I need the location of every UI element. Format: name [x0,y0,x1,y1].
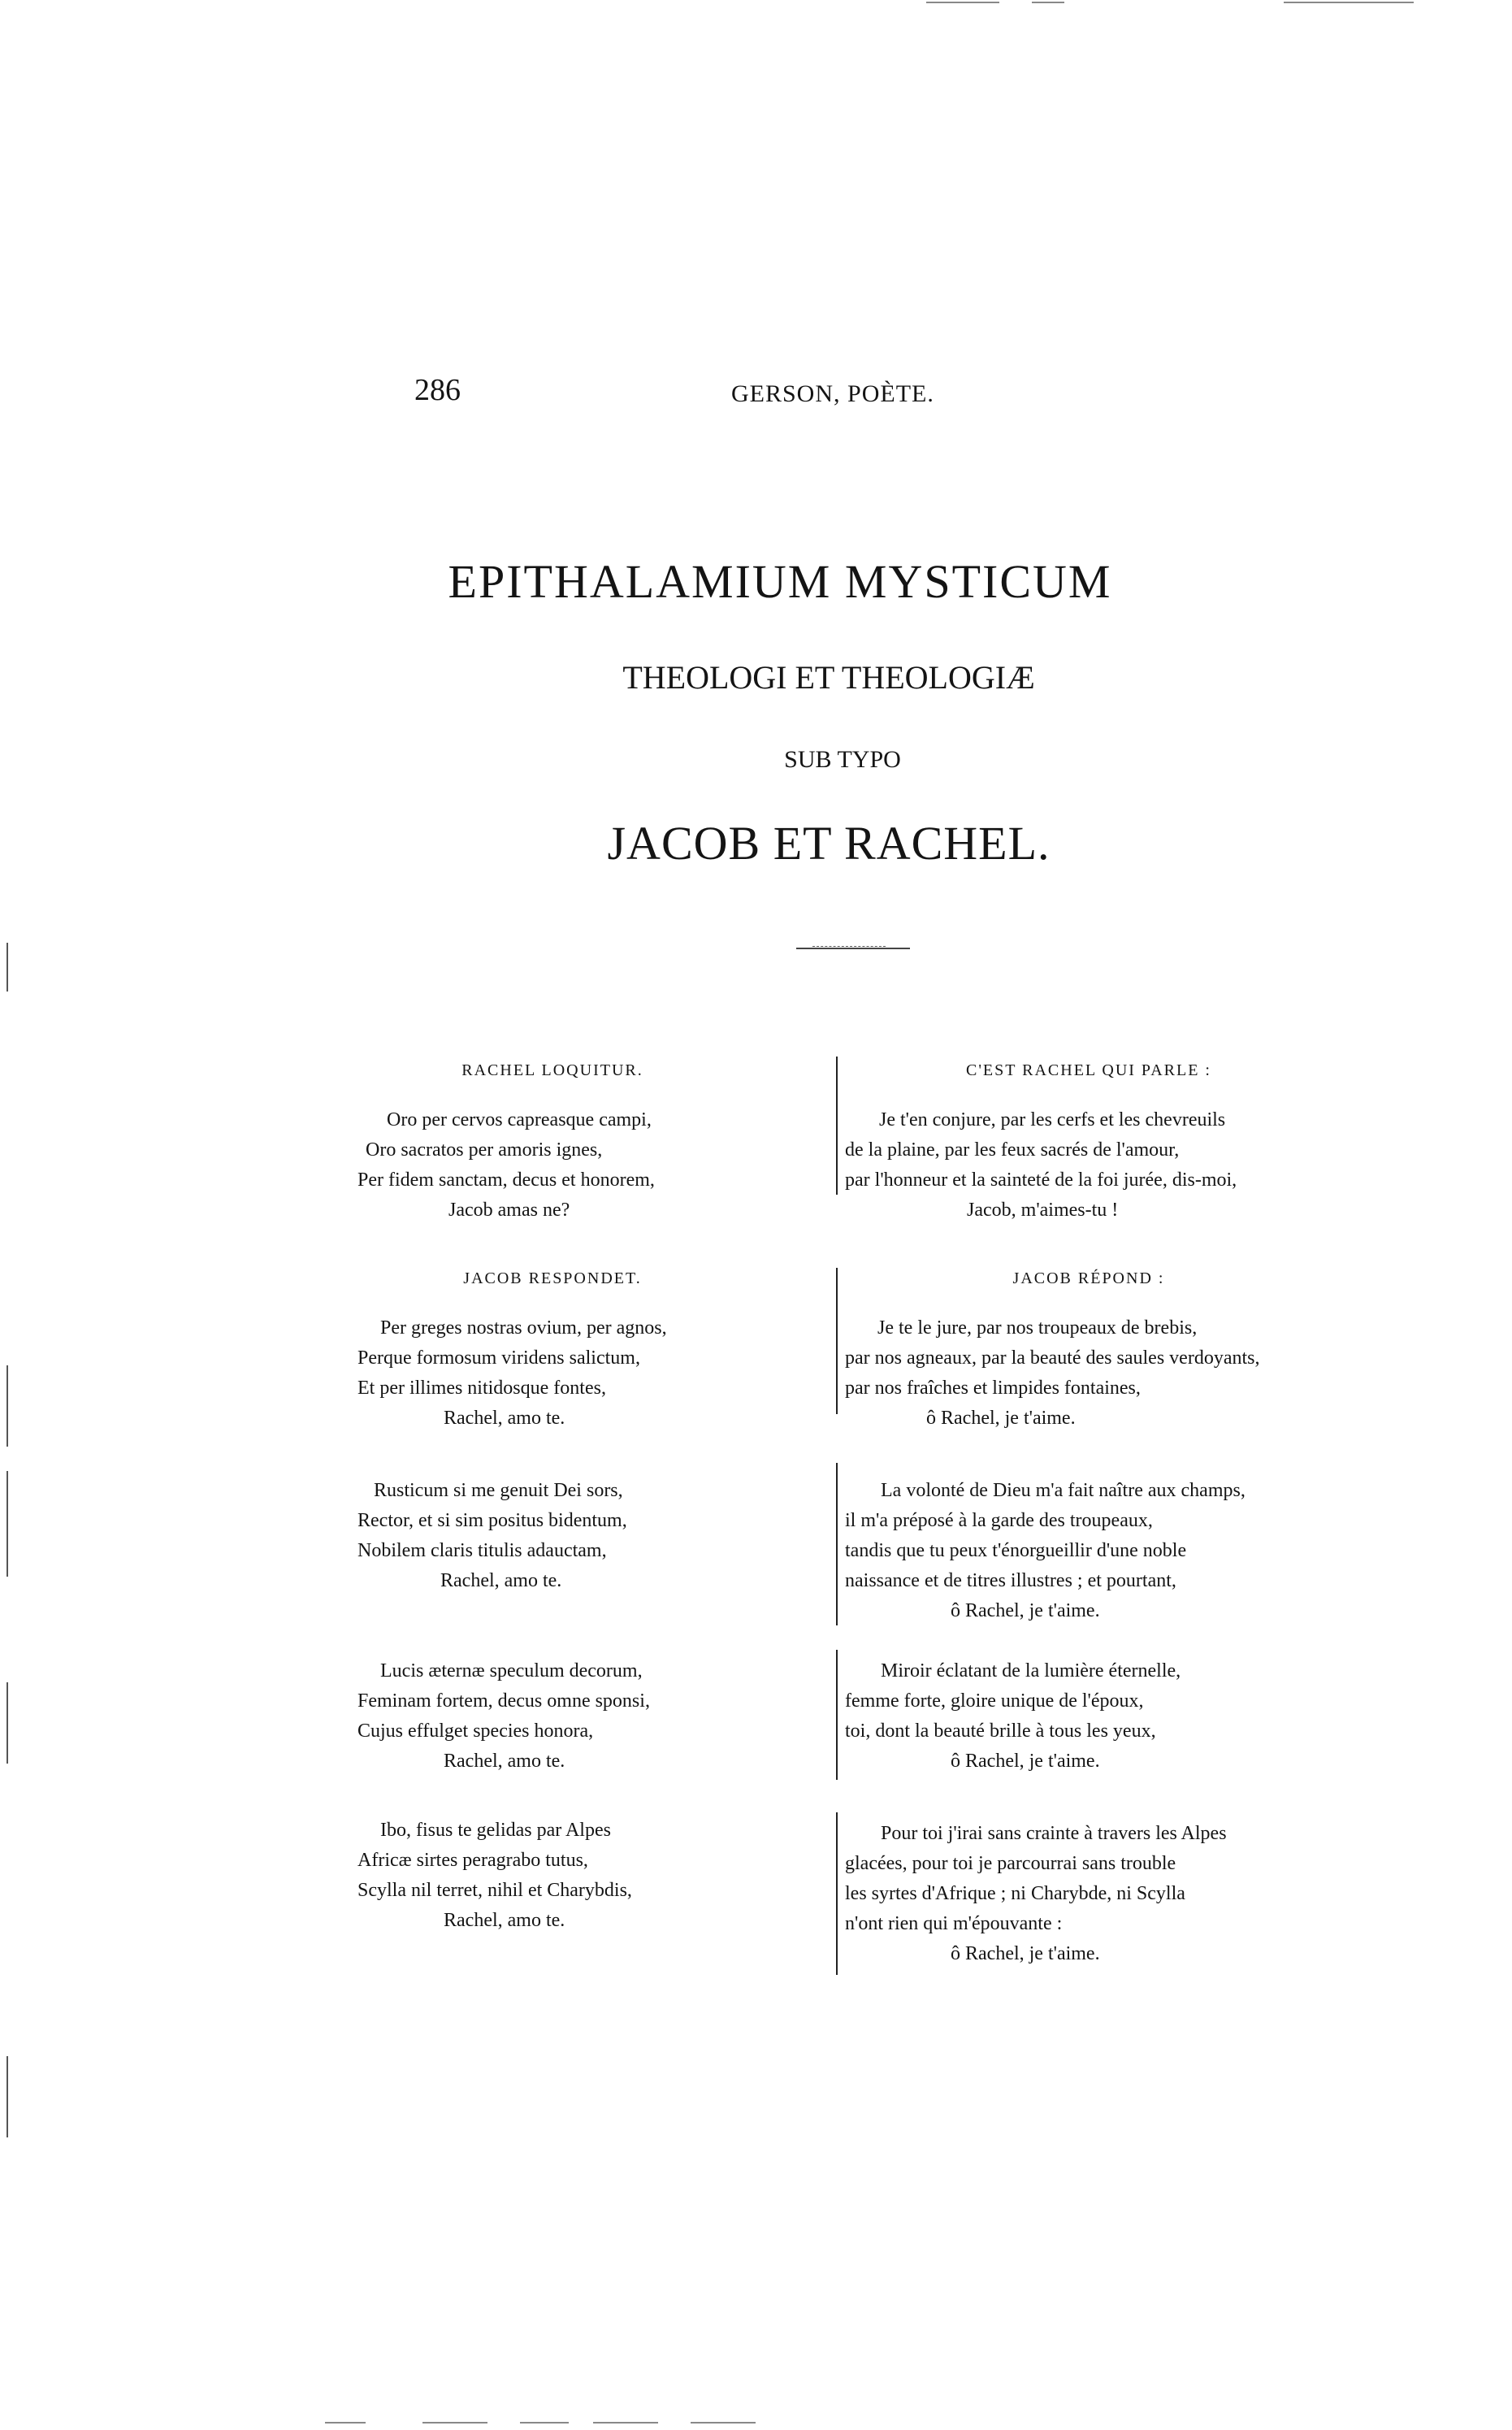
verse-line: ô Rachel, je t'aime. [926,1408,1076,1429]
verse-line: Rachel, amo te. [444,1408,565,1429]
latin-stanza [357,1105,747,1226]
bottom-edge-mark [593,2422,658,2423]
verse-line: Miroir éclatant de la lumière éternelle, [881,1660,1181,1681]
verse-line: Perque formosum viridens salictum, [357,1347,640,1369]
verse-line: ô Rachel, je t'aime. [951,1751,1100,1772]
running-head [0,372,1512,421]
page-number: 286 [414,373,461,407]
verse-line: La volonté de Dieu m'a fait naître aux champs, [881,1480,1246,1501]
verse-line: Feminam fortem, decus omne sponsi, [357,1690,650,1712]
latin-stanza [357,1816,747,1936]
top-edge-mark [1284,2,1414,3]
verse-line: par l'honneur et la sainteté de la foi jurée, dis-moi, [845,1169,1237,1191]
french-stanza [845,1476,1414,1626]
verse-line: ô Rachel, je t'aime. [951,1600,1100,1621]
verse-line: Lucis æternæ speculum decorum, [380,1660,643,1681]
margin-rule [6,2056,8,2137]
verse-line: naissance et de titres illustres ; et pourtant, [845,1570,1176,1591]
bottom-edge-mark [691,2422,756,2423]
column-divider [836,1463,838,1625]
column-divider [836,1268,838,1414]
verse-line: Ibo, fisus te gelidas par Alpes [380,1820,611,1841]
verse-line: glacées, pour toi je parcourrai sans trouble [845,1853,1176,1874]
verse-line: Rachel, amo te. [444,1751,565,1772]
margin-rule [6,1471,8,1577]
verse-line: Rector, et si sim positus bidentum, [357,1510,627,1531]
bottom-edge-mark [325,2422,366,2423]
top-edge-mark [926,2,999,3]
top-edge-mark [1032,2,1064,3]
verse-line: Et per illimes nitidosque fontes, [357,1378,606,1399]
verse-line: les syrtes d'Afrique ; ni Charybde, ni Scylla [845,1883,1185,1904]
verse-line: Jacob amas ne? [448,1200,570,1221]
verse-line: Per greges nostras ovium, per agnos, [380,1317,667,1339]
verse-line: Je te le jure, par nos troupeaux de brebis, [877,1317,1198,1339]
bottom-edge-mark [520,2422,569,2423]
verse-line: Scylla nil terret, nihil et Charybdis, [357,1880,632,1901]
verse-line: Nobilem claris titulis adauctam, [357,1540,607,1561]
poem-title: EPITHALAMIUM MYSTICUM [448,555,1112,608]
column-divider [836,1650,838,1780]
poem-subtitle-small: SUB TYPO [784,746,901,773]
verse-line: par nos agneaux, par la beauté des saules verdoyants, [845,1347,1260,1369]
column-divider [836,1057,838,1195]
french-stanza [845,1819,1414,1969]
column-divider [836,1812,838,1975]
verse-line: par nos fraîches et limpides fontaines, [845,1378,1141,1399]
verse-line: Oro sacratos per amoris ignes, [366,1139,603,1161]
ornament-rule [796,948,910,949]
verse-line: Je t'en conjure, par les cerfs et les chevreuils [879,1109,1226,1130]
poem-heading: JACOB ET RACHEL. [607,817,1051,870]
margin-rule [6,1365,8,1447]
french-stanza [845,1656,1414,1777]
bottom-edge-mark [422,2422,487,2423]
latin-stanza [357,1476,747,1596]
latin-speaker-heading: JACOB RESPONDET. [463,1269,642,1287]
verse-line: Rachel, amo te. [444,1910,565,1931]
verse-line: Cujus effulget species honora, [357,1721,594,1742]
verse-line: ô Rachel, je t'aime. [951,1943,1100,1964]
french-speaker-heading: C'EST RACHEL QUI PARLE : [965,1061,1211,1079]
verse-line: de la plaine, par les feux sacrés de l'amour, [845,1139,1180,1161]
verse-line: femme forte, gloire unique de l'époux, [845,1690,1144,1712]
latin-stanza [357,1313,747,1434]
margin-rule [6,943,8,992]
french-stanza [845,1313,1414,1434]
latin-stanza [357,1656,747,1777]
verse-line: Oro per cervos capreasque campi, [387,1109,652,1130]
poem-subtitle: THEOLOGI ET THEOLOGIÆ [622,659,1035,696]
french-stanza [845,1105,1414,1226]
latin-speaker-heading: RACHEL LOQUITUR. [461,1061,643,1079]
verse-line: Rachel, amo te. [440,1570,562,1591]
verse-line: toi, dont la beauté brille à tous les yeux, [845,1721,1156,1742]
verse-line: Pour toi j'irai sans crainte à travers les Alpes [881,1823,1227,1844]
running-title: GERSON, POÈTE. [731,380,934,407]
verse-line: Per fidem sanctam, decus et honorem, [357,1169,655,1191]
verse-line: tandis que tu peux t'énorgueillir d'une noble [845,1540,1187,1561]
verse-line: n'ont rien qui m'épouvante : [845,1913,1063,1934]
french-speaker-heading: JACOB RÉPOND : [1012,1269,1165,1287]
verse-line: Africæ sirtes peragrabo tutus, [357,1850,588,1871]
verse-line: il m'a préposé à la garde des troupeaux, [845,1510,1153,1531]
verse-line: Rusticum si me genuit Dei sors, [374,1480,623,1501]
verse-line: Jacob, m'aimes-tu ! [967,1200,1119,1221]
margin-rule [6,1682,8,1764]
